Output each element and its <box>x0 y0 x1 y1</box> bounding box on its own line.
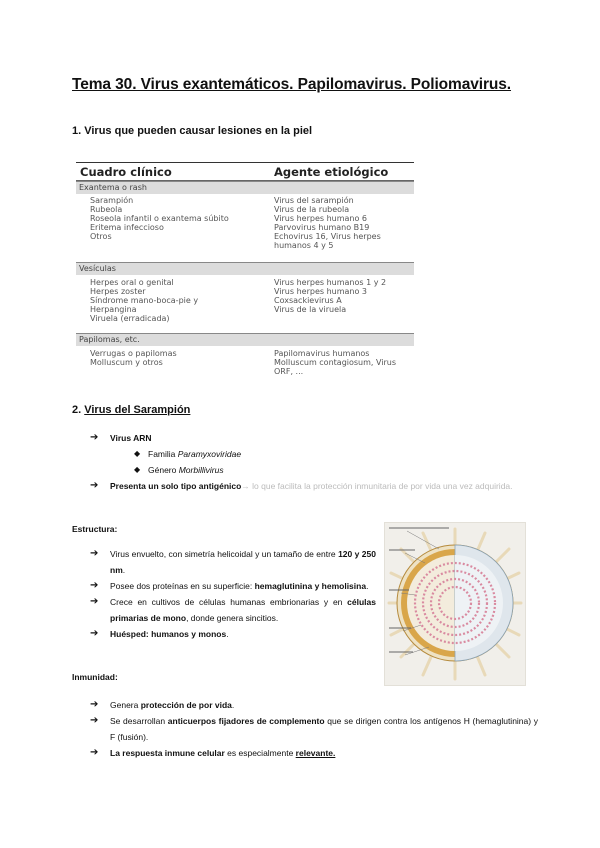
arrow-right-icon: ➔ <box>90 432 99 443</box>
col2-header: Agente etiológico <box>274 165 389 179</box>
col1-header: Cuadro clínico <box>80 165 172 179</box>
group-agents-papillomas: Papilomavirus humanos Molluscum contagiosum, Virus ORF, ... <box>274 349 397 376</box>
list-item <box>90 446 530 462</box>
virus-diagram-svg <box>385 523 525 685</box>
clinical-table <box>76 162 414 384</box>
structure-list <box>90 546 376 642</box>
group-label-vesicles: Vesículas <box>76 262 414 275</box>
imm-1a: Genera <box>110 700 141 710</box>
arrow-right-icon: ➔ <box>90 580 99 591</box>
structure-label: Estructura: <box>72 524 118 534</box>
section1-heading: 1. Virus que pueden causar lesiones en la piel <box>72 125 313 137</box>
group-clinical-vesicles: Herpes oral o genital Herpes zoster Síndrome mano-boca-pie y Herpangina Viruela (erradicada) <box>90 278 199 323</box>
virus-diagram <box>384 522 526 686</box>
arrow-right-icon: ➔ <box>90 480 99 491</box>
arrow-right-icon: ➔ <box>90 628 99 639</box>
group-agents-vesicles: Virus herpes humanos 1 y 2 Virus herpes humano 3 Coxsackievirus A Virus de la viruela <box>274 278 387 314</box>
imm-1c: . <box>231 700 235 710</box>
group-label-papillomas: Papilomas, etc. <box>76 333 414 346</box>
list-item <box>90 697 538 713</box>
section2-number: 2. <box>72 404 85 416</box>
imm-3b: es especialmente <box>224 748 296 758</box>
struct-4b: . <box>226 629 229 639</box>
list-item <box>90 578 376 594</box>
list-item <box>90 713 538 745</box>
measles-list <box>90 430 530 494</box>
virus-type: Virus ARN <box>110 433 152 443</box>
struct-3a: Crece en cultivos de células humanas embrionarias <box>110 597 320 607</box>
list-item <box>90 462 530 478</box>
list-item <box>90 478 530 494</box>
section2-heading <box>72 404 190 416</box>
struct-1b: , con simetría helicoidal y un tamaño de entre <box>163 549 339 559</box>
group-label-exanthem: Exantema o rash <box>76 181 414 194</box>
imm-1b: protección de por vida <box>140 700 232 710</box>
list-item <box>90 594 376 626</box>
struct-1d: . <box>122 565 126 575</box>
immunity-list <box>90 697 538 761</box>
section2-title: Virus del Sarampión <box>84 404 191 416</box>
page-title: Tema 30. Virus exantemáticos. Papilomavirus. Poliomavirus. <box>72 76 512 93</box>
genus-name: Morbillivirus <box>178 465 224 475</box>
struct-3c: células primarias de mono <box>110 597 376 623</box>
struct-2b: hemaglutinina y hemolisina <box>254 581 367 591</box>
struct-2a: Posee dos proteínas en su superficie: <box>110 581 255 591</box>
list-item <box>90 546 376 578</box>
group-clinical-exanthem: Sarampión Rubeola Roseola infantil o exantema súbito Eritema infeccioso Otros <box>90 196 229 241</box>
immunity-label: Inmunidad: <box>72 672 118 682</box>
genus-label: Género <box>148 465 179 475</box>
list-item <box>90 626 376 642</box>
family-label: Familia <box>148 449 178 459</box>
struct-3b: y en <box>319 597 348 607</box>
group-agents-exanthem: Virus del sarampión Virus de la rubeola Virus herpes humano 6 Parvovirus humano B19 Echovirus 16, Virus herpes humanos 4 y 5 <box>274 196 381 250</box>
diamond-icon: ◆ <box>134 465 141 474</box>
imm-3c: relevante. <box>295 748 336 758</box>
imm-3a: La respuesta inmune celular <box>110 748 225 758</box>
imm-2c: que se dirigen contra los antígenos H (hemaglutinina) y F (fusión). <box>110 716 539 742</box>
struct-1c: 120 y 250 nm <box>110 549 376 575</box>
list-item <box>90 745 538 761</box>
arrow-right-icon: ➔ <box>90 715 99 726</box>
arrow-right-icon: ➔ <box>90 596 99 607</box>
arrow-right-icon: ➔ <box>90 699 99 710</box>
table-header <box>76 162 414 181</box>
struct-3d: , donde genera sincitios. <box>186 613 279 623</box>
arrow-right-icon: ➔ <box>90 548 99 559</box>
struct-1a: Virus envuelto <box>110 549 164 559</box>
imm-2b: anticuerpos fijadores de complemento <box>167 716 325 726</box>
antigenic-type: Presenta un solo tipo antigénico <box>110 481 242 491</box>
imm-2a: Se desarrollan <box>110 716 168 726</box>
family-name: Paramyxoviridae <box>177 449 242 459</box>
antigenic-note: → lo que facilita la protección inmunitaria de por vida una vez adquirida. <box>241 481 513 491</box>
list-item <box>90 430 530 446</box>
arrow-right-icon: ➔ <box>90 747 99 758</box>
struct-2c: . <box>366 581 369 591</box>
group-clinical-papillomas: Verrugas o papilomas Molluscum y otros <box>90 349 177 367</box>
diamond-icon: ◆ <box>134 449 141 458</box>
struct-4a: Huésped: humanos y monos <box>110 629 227 639</box>
